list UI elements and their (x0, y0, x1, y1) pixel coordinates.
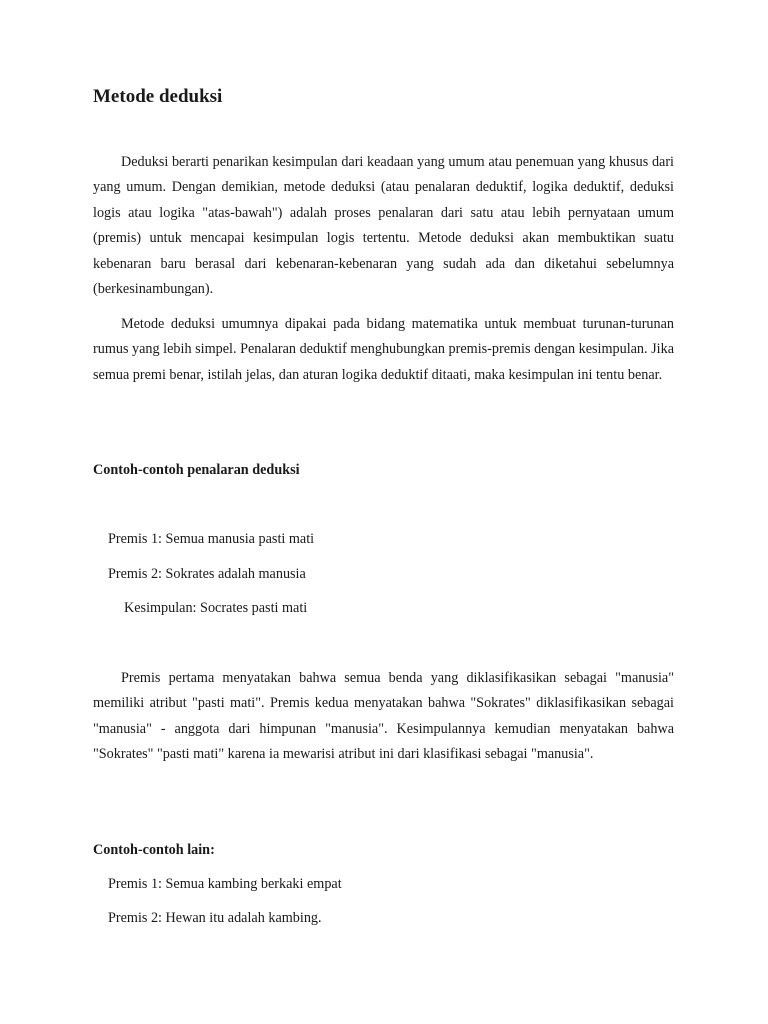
premise-2: Premis 2: Sokrates adalah manusia (108, 566, 306, 582)
section-heading-other-examples: Contoh-contoh lain: (93, 842, 215, 858)
premise-1: Premis 1: Semua manusia pasti mati (108, 531, 315, 547)
paragraph-explanation: Premis pertama menyatakan bahwa semua benda yang diklasifikasikan sebagai "manusia" memiliki atribut "pasti mati". Premis kedua menyatakan bahwa "Sokrates" diklasifikasikan sebagai "manusia" - anggota dari himpunan "manusia". Kesimpulannya kemudian menyatakan bahwa "Sokrates" "pasti mati" karena ia mewarisi atribut ini dari klasifikasi sebagai "manusia". (93, 670, 674, 763)
other-premise-1: Premis 1: Semua kambing berkaki empat (108, 876, 342, 892)
paragraph-usage: Metode deduksi umumnya dipakai pada bidang matematika untuk membuat turunan-turunan rumus yang lebih simpel. Penalaran deduktif menghubungkan premis-premis dengan kesimpulan. Jika semua premi benar, istilah jelas, dan aturan logika deduktif ditaati, maka kesimpulan ini tentu benar. (93, 316, 674, 383)
conclusion: Kesimpulan: Socrates pasti mati (124, 600, 308, 616)
section-heading-examples: Contoh-contoh penalaran deduksi (93, 462, 300, 478)
other-premise-2: Premis 2: Hewan itu adalah kambing. (108, 910, 322, 926)
page-title: Metode deduksi (93, 86, 223, 107)
paragraph-definition: Deduksi berarti penarikan kesimpulan dari keadaan yang umum atau penemuan yang khusus dari yang umum. Dengan demikian, metode deduksi (atau penalaran deduktif, logika deduktif, deduksi logis atau logika "atas-bawah") adalah proses penalaran dari satu atau lebih pernyataan umum (premis) untuk mencapai kesimpulan logis tertentu. Metode deduksi akan membuktikan suatu kebenaran baru berasal dari kebenaran-kebenaran yang sudah ada dan diketahui sebelumnya (berkesinambungan). (93, 154, 674, 298)
